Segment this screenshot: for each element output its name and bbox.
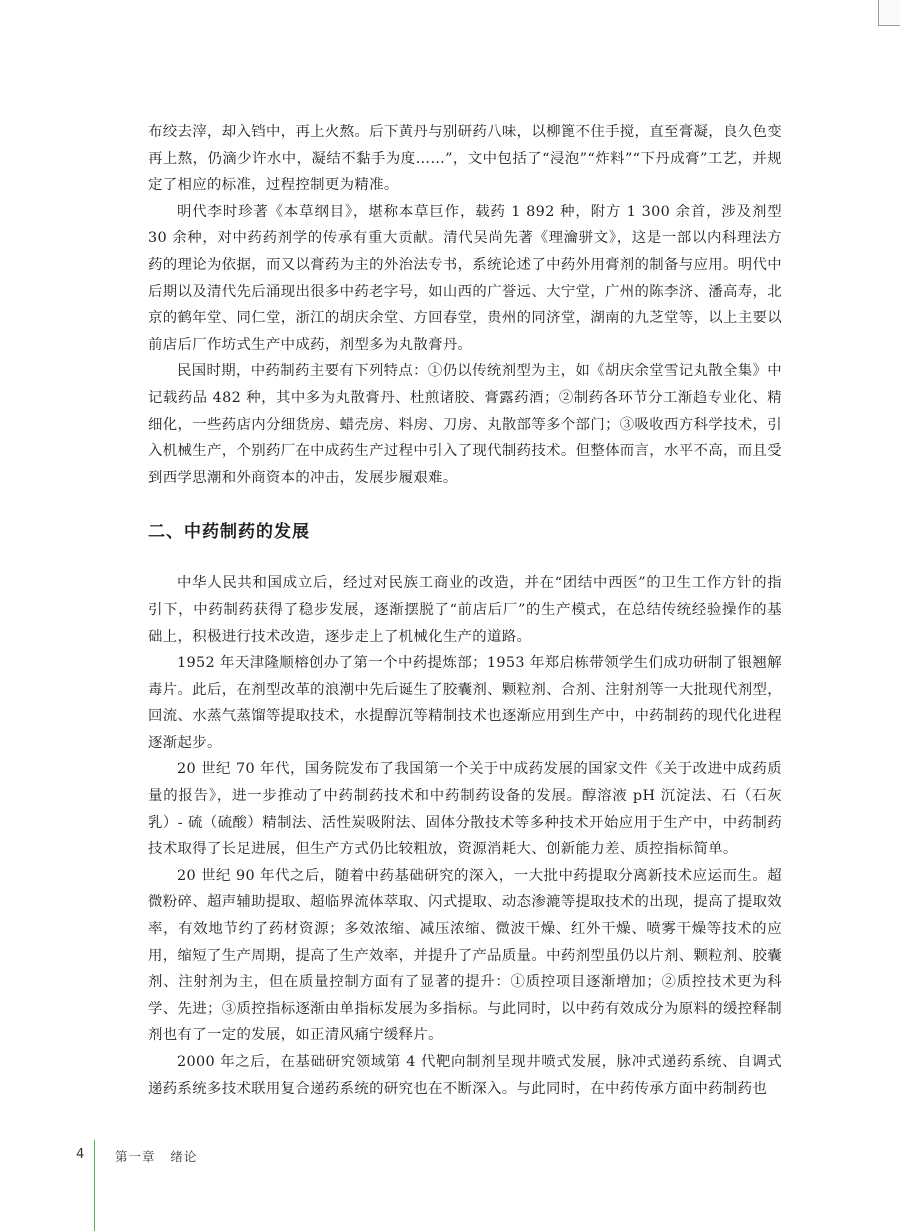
paragraph-prc-founding: 中华人民共和国成立后，经过对民族工商业的改造，并在“团结中西医”的卫生工作方针的指引下，中药制药获得了稳步发展，逐渐摆脱了“前店后厂”的生产模式，在总结传统经验操作的基础上，积极进行技术改造，逐步走上了机械化生产的道路。 [148,575,782,645]
section-heading: 二、中药制药的发展 [148,522,310,543]
paragraph-1970s: 20 世纪 70 年代，国务院发布了我国第一个关于中成药发展的国家文件《关于改进中成药质量的报告》，进一步推动了中药制药技术和中药制药设备的发展。醇溶液 pH 沉淀法、石（石灰乳）- 硫（硫酸）精制法、活性炭吸附法、固体分散技术等多种技术开始应用于生产中，中药制药技术取得了长足进展，但生产方式仍比较粗放，资源消耗大、创新能力差、质控指标简单。 [148,761,782,858]
paragraph-ming-dynasty: 明代李时珍著《本草纲目》，堪称本草巨作，载药 1 892 种，附方 1 300 余首，涉及剂型 30 余种，对中药药剂学的传承有重大贡献。清代吴尚先著《理瀹骈文》，这是一部以内科理法方药的理论为依据，而又以膏药为主的外治法专书，系统论述了中药外用膏剂的制备与应用。明代中后期以及清代先后涌现出很多中药老字号，如山西的广誉远、大宁堂，广州的陈李济、潘高寿，北京的鹤年堂、同仁堂，浙江的胡庆余堂、方回春堂，贵州的同济堂，湖南的九芝堂等，以上主要以前店后厂作坊式生产中成药，剂型多为丸散膏丹。 [148,203,782,353]
paragraph-2000s: 2000 年之后，在基础研究领域第 4 代靶向制剂呈现井喷式发展，脉冲式递药系统、自调式递药系统多技术联用复合递药系统的研究也在不断深入。与此同时，在中药传承方面中药制药也 [148,1054,782,1097]
page-corner-mark [878,0,900,26]
paragraph-continued: 布绞去滓，却入铛中，再上火熬。后下黄丹与别研药八味，以柳篦不住手搅，直至膏凝，良久色变再上熬，仍滴少许水中，凝结不黏手为度……”，文中包括了“浸泡”“炸料”“下丹成膏”工艺，并规定了相应的标准，过程控制更为精准。 [148,124,782,194]
paragraph-republic-era: 民国时期，中药制药主要有下列特点：①仍以传统剂型为主，如《胡庆余堂雪记丸散全集》中记载药品 482 种，其中多为丸散膏丹、杜煎诸胶、膏露药酒；②制药各环节分工渐趋专业化、精细化，一些药店内分细货房、蜡壳房、料房、刀房、丸散部等多个部门；③吸收西方科学技术，引入机械生产，个别药厂在中成药生产过程中引入了现代制药技术。但整体而言，水平不高，而且受到西学思潮和外商资本的冲击，发展步履艰难。 [148,363,782,486]
paragraph-1952: 1952 年天津隆顺榕创办了第一个中药提炼部；1953 年郑启栋带领学生们成功研制了银翘解毒片。此后，在剂型改革的浪潮中先后诞生了胶囊剂、颗粒剂、合剂、注射剂等一大批现代剂型，回流、水蒸气蒸馏等提取技术，水提醇沉等精制技术也逐渐应用到生产中，中药制药的现代化进程逐渐起步。 [148,655,782,751]
page-body [148,119,782,1102]
page-number: 4 [76,1147,85,1162]
footer-divider [94,1140,95,1231]
running-head: 第一章 绪论 [115,1149,198,1164]
paragraph-1990s: 20 世纪 90 年代之后，随着中药基础研究的深入，一大批中药提取分离新技术应运而生。超微粉碎、超声辅助提取、超临界流体萃取、闪式提取、动态渗漉等提取技术的出现，提高了提取效率，有效地节约了药材资源；多效浓缩、减压浓缩、微波干燥、红外干燥、喷雾干燥等技术的应用，缩短了生产周期，提高了生产效率，并提升了产品质量。中药剂型虽仍以片剂、颗粒剂、胶囊剂、注射剂为主，但在质量控制方面有了显著的提升：①质控项目逐渐增加；②质控技术更为科学、先进；③质控指标逐渐由单指标发展为多指标。与此同时，以中药有效成分为原料的缓控释制剂也有了一定的发展，如正清风痛宁缓释片。 [148,867,782,1044]
